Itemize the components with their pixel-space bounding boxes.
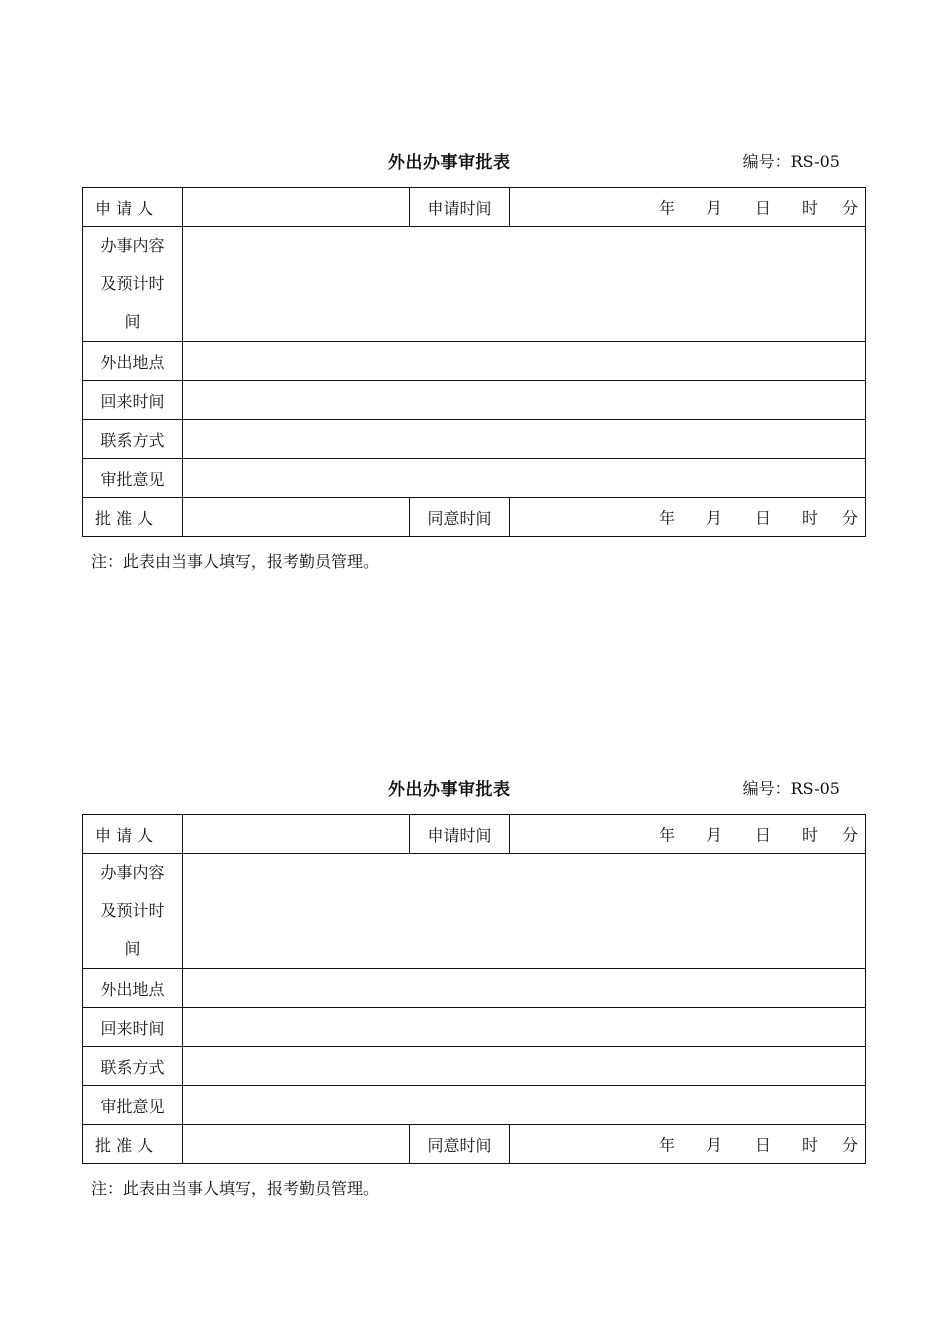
content-label-line: 及预计时: [100, 901, 165, 920]
year-unit: 年: [659, 1135, 676, 1155]
applicant-field[interactable]: [183, 188, 410, 227]
contact-label: 联系方式: [83, 420, 183, 459]
return-time-row: [83, 1008, 866, 1047]
content-label: [83, 854, 183, 969]
year-unit: 年: [659, 508, 676, 528]
month-unit: 月: [706, 1135, 723, 1155]
minute-unit: 分: [842, 508, 859, 528]
destination-row: [83, 342, 866, 381]
minute-unit: 分: [842, 198, 859, 218]
contact-field[interactable]: [183, 1047, 866, 1086]
approver-label: 批 准 人: [83, 1125, 183, 1164]
year-unit: 年: [659, 825, 676, 845]
contact-row: [83, 420, 866, 459]
destination-field[interactable]: [183, 969, 866, 1008]
content-label-line: 间: [124, 939, 141, 958]
approver-label: 批 准 人: [83, 498, 183, 537]
approval-form: [82, 148, 866, 572]
opinion-field[interactable]: [183, 459, 866, 498]
form-note: 注：此表由当事人填写，报考勤员管理。: [91, 1179, 380, 1198]
apply-time-label: 申请时间: [410, 188, 510, 227]
form-header: [82, 775, 866, 814]
destination-label: 外出地点: [83, 969, 183, 1008]
form-code: 编号：RS-05: [742, 152, 840, 171]
hour-unit: 时: [802, 198, 819, 218]
apply-time-field[interactable]: [510, 815, 866, 854]
opinion-row: [83, 1086, 866, 1125]
approval-form: [82, 775, 866, 1199]
form-header: [82, 148, 866, 187]
day-unit: 日: [755, 1135, 772, 1155]
minute-unit: 分: [842, 825, 859, 845]
content-label-line: 间: [124, 312, 141, 331]
hour-unit: 时: [802, 508, 819, 528]
content-field[interactable]: [183, 854, 866, 969]
applicant-field[interactable]: [183, 815, 410, 854]
content-row: [83, 854, 866, 969]
agree-time-field[interactable]: [510, 498, 866, 537]
month-unit: 月: [706, 198, 723, 218]
opinion-label: 审批意见: [83, 1086, 183, 1125]
agree-time-field[interactable]: [510, 1125, 866, 1164]
opinion-label: 审批意见: [83, 459, 183, 498]
content-label-line: 及预计时: [100, 274, 165, 293]
month-unit: 月: [706, 508, 723, 528]
content-label-line: 办事内容: [100, 863, 165, 882]
form-table: [82, 814, 866, 1164]
content-label-line: 办事内容: [100, 236, 165, 255]
form-title: 外出办事审批表: [388, 780, 511, 800]
form-note: 注：此表由当事人填写，报考勤员管理。: [91, 552, 380, 571]
apply-time-field[interactable]: [510, 188, 866, 227]
destination-field[interactable]: [183, 342, 866, 381]
year-unit: 年: [659, 198, 676, 218]
approver-row: [83, 498, 866, 537]
day-unit: 日: [755, 508, 772, 528]
return-time-label: 回来时间: [83, 1008, 183, 1047]
approver-field[interactable]: [183, 1125, 410, 1164]
agree-time-label: 同意时间: [410, 498, 510, 537]
opinion-field[interactable]: [183, 1086, 866, 1125]
destination-row: [83, 969, 866, 1008]
applicant-label: 申 请 人: [83, 815, 183, 854]
destination-label: 外出地点: [83, 342, 183, 381]
month-unit: 月: [706, 825, 723, 845]
day-unit: 日: [755, 825, 772, 845]
form-table: [82, 187, 866, 537]
return-time-field[interactable]: [183, 1008, 866, 1047]
form-code: 编号：RS-05: [742, 779, 840, 798]
contact-label: 联系方式: [83, 1047, 183, 1086]
return-time-row: [83, 381, 866, 420]
contact-row: [83, 1047, 866, 1086]
return-time-field[interactable]: [183, 381, 866, 420]
content-row: [83, 227, 866, 342]
content-field[interactable]: [183, 227, 866, 342]
approver-field[interactable]: [183, 498, 410, 537]
opinion-row: [83, 459, 866, 498]
minute-unit: 分: [842, 1135, 859, 1155]
approver-row: [83, 1125, 866, 1164]
applicant-label: 申 请 人: [83, 188, 183, 227]
applicant-row: [83, 188, 866, 227]
hour-unit: 时: [802, 1135, 819, 1155]
applicant-row: [83, 815, 866, 854]
contact-field[interactable]: [183, 420, 866, 459]
agree-time-label: 同意时间: [410, 1125, 510, 1164]
return-time-label: 回来时间: [83, 381, 183, 420]
apply-time-label: 申请时间: [410, 815, 510, 854]
day-unit: 日: [755, 198, 772, 218]
content-label: [83, 227, 183, 342]
hour-unit: 时: [802, 825, 819, 845]
form-title: 外出办事审批表: [388, 153, 511, 173]
